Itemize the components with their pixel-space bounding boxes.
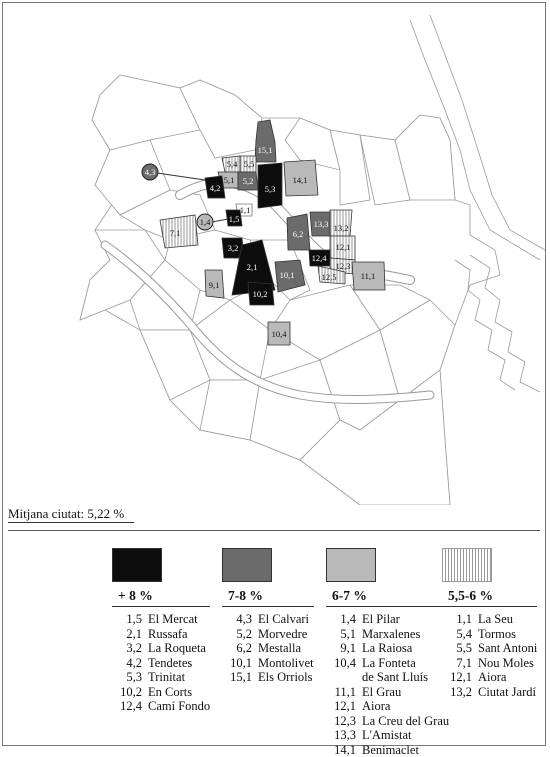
legend-heading: + 8 % xyxy=(112,588,210,607)
legend-item: 12,1 Aiora xyxy=(326,699,449,714)
label-7-1: 7,1 xyxy=(170,228,181,238)
legend-swatch-striped xyxy=(442,548,492,582)
legend-item: 11,1 El Grau xyxy=(326,685,449,700)
legend-item: 5,2 Morvedre xyxy=(222,627,314,642)
label-5-1: 5,1 xyxy=(224,175,235,185)
legend-item: 1,1 La Seu xyxy=(442,612,537,627)
label-1-5: 1,5 xyxy=(229,214,240,224)
legend-swatch-dark-gray xyxy=(222,548,272,582)
label-5-4: 5,4 xyxy=(227,159,238,169)
label-4-3: 4,3 xyxy=(145,167,156,177)
legend-swatch-light-gray xyxy=(326,548,376,582)
legend-item: 14,1 Benimaclet xyxy=(326,743,449,757)
legend-item: 1,5 El Mercat xyxy=(112,612,210,627)
legend-heading: 6-7 % xyxy=(326,588,449,607)
legend-item: 6,2 Mestalla xyxy=(222,641,314,656)
legend-item: 12,4 Camí Fondo xyxy=(112,699,210,714)
legend-separator xyxy=(8,530,540,531)
legend-item: 5,4 Tormos xyxy=(442,627,537,642)
label-12-4: 12,4 xyxy=(312,253,328,263)
district-outlines xyxy=(80,75,500,505)
legend-swatch-black xyxy=(112,548,162,582)
label-4-2: 4,2 xyxy=(210,183,221,193)
legend-items xyxy=(222,612,314,685)
label-5-5: 5,5 xyxy=(244,159,255,169)
label-13-3: 13,3 xyxy=(314,219,329,229)
legend-item: 4,2 Tendetes xyxy=(112,656,210,671)
label-12-5: 12,5 xyxy=(322,272,337,282)
legend-items xyxy=(326,612,449,757)
legend-item: 5,5 Sant Antoni xyxy=(442,641,537,656)
label-14-1: 14,1 xyxy=(293,175,308,185)
label-10-4: 10,4 xyxy=(272,329,288,339)
label-9-1: 9,1 xyxy=(209,280,220,290)
label-1-1: 1,1 xyxy=(240,205,251,215)
label-15-1: 15,1 xyxy=(258,145,273,155)
legend-item: 5,3 Trinitat xyxy=(112,670,210,685)
legend-column-7-8 xyxy=(222,548,314,685)
label-12-1: 12,1 xyxy=(336,242,351,252)
legend-item: 1,4 El Pilar xyxy=(326,612,449,627)
legend-item: 12,3 La Creu del Grau xyxy=(326,714,449,729)
label-3-2: 3,2 xyxy=(228,243,239,253)
legend-item: 10,1 Montolivet xyxy=(222,656,314,671)
legend-items xyxy=(112,612,210,714)
legend-item: 3,2 La Roqueta xyxy=(112,641,210,656)
legend-item: 15,1 Els Orriols xyxy=(222,670,314,685)
legend-heading: 7-8 % xyxy=(222,588,314,607)
legend-heading: 5,5-6 % xyxy=(442,588,537,607)
label-5-2: 5,2 xyxy=(243,176,254,186)
legend-item: 10,4 La Fonteta de Sant Lluís xyxy=(326,656,449,685)
legend-item: 12,1 Aiora xyxy=(442,670,537,685)
label-11-1: 11,1 xyxy=(361,271,376,281)
legend-item: 2,1 Russafa xyxy=(112,627,210,642)
legend-item: 5,1 Marxalenes xyxy=(326,627,449,642)
label-10-1: 10,1 xyxy=(280,270,295,280)
legend-item: 13,2 Ciutat Jardí xyxy=(442,685,537,700)
label-6-2: 6,2 xyxy=(293,229,304,239)
label-12-3: 12,3 xyxy=(336,261,351,271)
legend-item: 4,3 El Calvari xyxy=(222,612,314,627)
legend-item: 9,1 La Raiosa xyxy=(326,641,449,656)
legend-item: 10,2 En Corts xyxy=(112,685,210,700)
label-2-1: 2,1 xyxy=(247,262,258,272)
label-1-4: 1,4 xyxy=(200,217,211,227)
legend-column-6-7 xyxy=(326,548,449,757)
legend-column-5-5-6 xyxy=(442,548,537,699)
legend-item: 7,1 Nou Moles xyxy=(442,656,537,671)
legend-column-over-8 xyxy=(112,548,210,714)
label-5-3: 5,3 xyxy=(265,184,276,194)
legend-item: 13,3 L'Amistat xyxy=(326,728,449,743)
label-10-2: 10,2 xyxy=(253,289,268,299)
legend-items xyxy=(442,612,537,699)
label-13-2: 13,2 xyxy=(334,223,349,233)
city-average: Mitjana ciutat: 5,22 % xyxy=(8,506,134,523)
